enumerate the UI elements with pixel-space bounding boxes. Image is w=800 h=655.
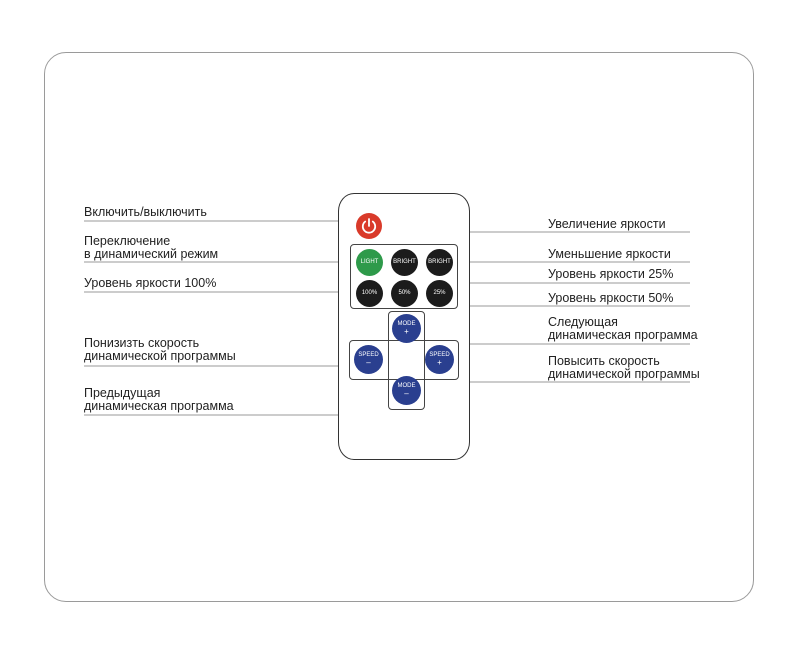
label-prev-program-line1: Предыдущая (84, 386, 161, 400)
mode-plus-sign: + (404, 327, 409, 336)
bright-down-label: BRIGHT (428, 259, 451, 265)
speed-minus-label: SPEED (358, 352, 379, 358)
label-dynamic-mode-line1: Переключение (84, 234, 171, 248)
mode-minus-label: MODE (397, 383, 416, 389)
speed-plus-sign: + (437, 358, 442, 367)
label-prev-program-line2: динамическая программа (84, 399, 234, 413)
label-next-program-line2: динамическая программа (548, 328, 698, 342)
brightness-100-label: 100% (361, 290, 378, 296)
mode-minus-sign: – (404, 389, 409, 398)
brightness-25-label: 25% (433, 290, 446, 296)
label-brightness-50: Уровень яркости 50% (548, 291, 674, 305)
label-brightness-25: Уровень яркости 25% (548, 267, 674, 281)
brightness-100-button[interactable] (356, 280, 383, 307)
label-speed-down-line2: динамической программы (84, 349, 236, 363)
speed-plus-button[interactable] (425, 345, 454, 374)
dpad-center (389, 341, 424, 379)
brightness-50-label: 50% (398, 290, 411, 296)
power-icon (356, 213, 382, 239)
label-speed-up-line1: Повысить скорость (548, 354, 660, 368)
label-brightness-up: Увеличение яркости (548, 217, 666, 231)
label-brightness-100: Уровень яркости 100% (84, 276, 217, 290)
bright-up-button[interactable] (391, 249, 418, 276)
label-next-program-line1: Следующая (548, 315, 618, 329)
label-brightness-down: Уменьшение яркости (548, 247, 671, 261)
speed-minus-sign: – (366, 358, 371, 367)
power-button[interactable] (356, 213, 382, 239)
speed-plus-label: SPEED (429, 352, 450, 358)
mode-plus-label: MODE (397, 321, 416, 327)
label-speed-down-line1: Понизизть скорость (84, 336, 200, 350)
label-dynamic-mode-line2: в динамический режим (84, 247, 219, 261)
brightness-50-button[interactable] (391, 280, 418, 307)
bright-down-button[interactable] (426, 249, 453, 276)
brightness-25-button[interactable] (426, 280, 453, 307)
label-speed-up-line2: динамической программы (548, 367, 700, 381)
mode-plus-button[interactable] (392, 314, 421, 343)
speed-minus-button[interactable] (354, 345, 383, 374)
label-power: Включить/выключить (84, 205, 207, 219)
bright-up-label: BRIGHT (393, 259, 416, 265)
mode-minus-button[interactable] (392, 376, 421, 405)
light-button-label: LIGHT (360, 259, 379, 265)
light-button[interactable] (356, 249, 383, 276)
